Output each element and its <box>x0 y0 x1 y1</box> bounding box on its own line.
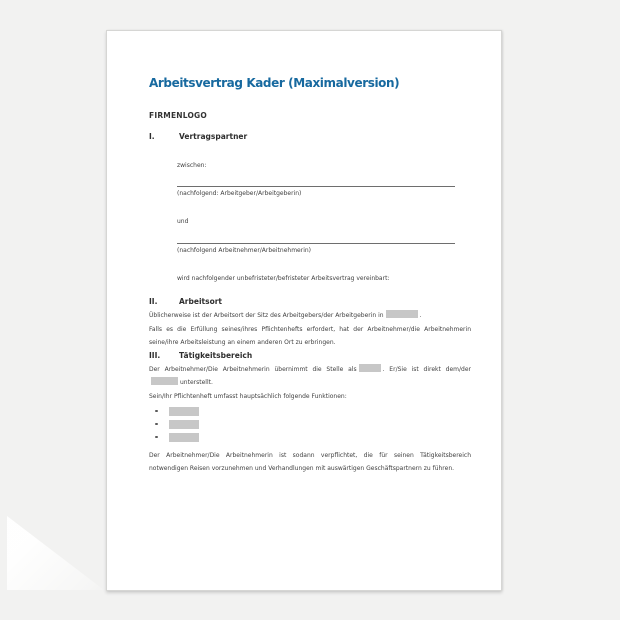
company-logo-placeholder: FIRMENLOGO <box>149 111 207 120</box>
section-heading-taetigkeitsbereich <box>149 351 479 360</box>
document-title: Arbeitsvertrag Kader (Maximalversion) <box>149 76 400 90</box>
taetigkeit-paragraph-2: Sein/Ihr Pflichtenheft umfasst hauptsächlich folgende Funktionen: <box>149 393 347 400</box>
function-list-item <box>155 405 355 417</box>
contract-document-page <box>106 30 502 591</box>
redacted-placeholder <box>169 420 199 429</box>
paragraph-text: . Er/Sie ist direkt dem/der <box>382 366 471 373</box>
employer-blank-line <box>177 186 455 187</box>
section-title: Tätigkeitsbereich <box>179 351 253 360</box>
redacted-placeholder <box>169 433 199 442</box>
redacted-placeholder <box>359 364 381 372</box>
function-list-item <box>155 418 355 430</box>
redacted-placeholder <box>386 310 418 318</box>
redacted-placeholder <box>151 377 178 385</box>
bullet-icon <box>155 436 158 439</box>
section-heading-vertragspartner <box>149 132 479 141</box>
section-numeral: I. <box>149 132 155 141</box>
section-heading-arbeitsort <box>149 297 479 306</box>
arbeitsort-paragraph-1 <box>149 309 471 322</box>
paragraph-text: . <box>419 312 422 319</box>
arbeitsort-paragraph-2: Falls es die Erfüllung seines/ihres Pflichtenhefts erfordert, hat der Arbeitnehmer/die Arbeitnehmerin seine/ihre Arbeitsleistung an einem anderen Ort zu erbringen. <box>149 326 471 346</box>
bullet-icon <box>155 423 158 426</box>
section-numeral: III. <box>149 351 161 360</box>
paragraph-text: Der Arbeitnehmer/Die Arbeitnehmerin übernimmt die Stelle als <box>149 366 357 373</box>
taetigkeit-paragraph-1 <box>149 363 471 389</box>
bullet-icon <box>155 410 158 413</box>
section-numeral: II. <box>149 297 158 306</box>
employee-blank-line <box>177 243 455 244</box>
paragraph-text: unterstellt. <box>180 379 213 386</box>
section-title: Vertragspartner <box>179 132 248 141</box>
paragraph-text: Üblicherweise ist der Arbeitsort der Sitz des Arbeitgebers/der Arbeitgeberin in <box>149 312 384 319</box>
function-list-item <box>155 431 355 443</box>
page-corner-light-reflection <box>0 508 110 592</box>
employer-caption: (nachfolgend: Arbeitgeber/Arbeitgeberin) <box>177 190 302 197</box>
employee-caption: (nachfolgend Arbeitnehmer/Arbeitnehmerin) <box>177 247 312 254</box>
agreement-line: wird nachfolgender unbefristeter/befristeter Arbeitsvertrag vereinbart: <box>177 275 390 282</box>
redacted-placeholder <box>169 407 199 416</box>
and-label: und <box>177 218 189 225</box>
taetigkeit-paragraph-3: Der Arbeitnehmer/Die Arbeitnehmerin ist sodann verpflichtet, die für seinen Tätigkeitsbereich notwendigen Reisen vorzunehmen und Verhandlungen mit auswärtigen Geschäftspartnern zu führen. <box>149 452 471 472</box>
between-label: zwischen: <box>177 162 207 169</box>
section-title: Arbeitsort <box>179 297 223 306</box>
